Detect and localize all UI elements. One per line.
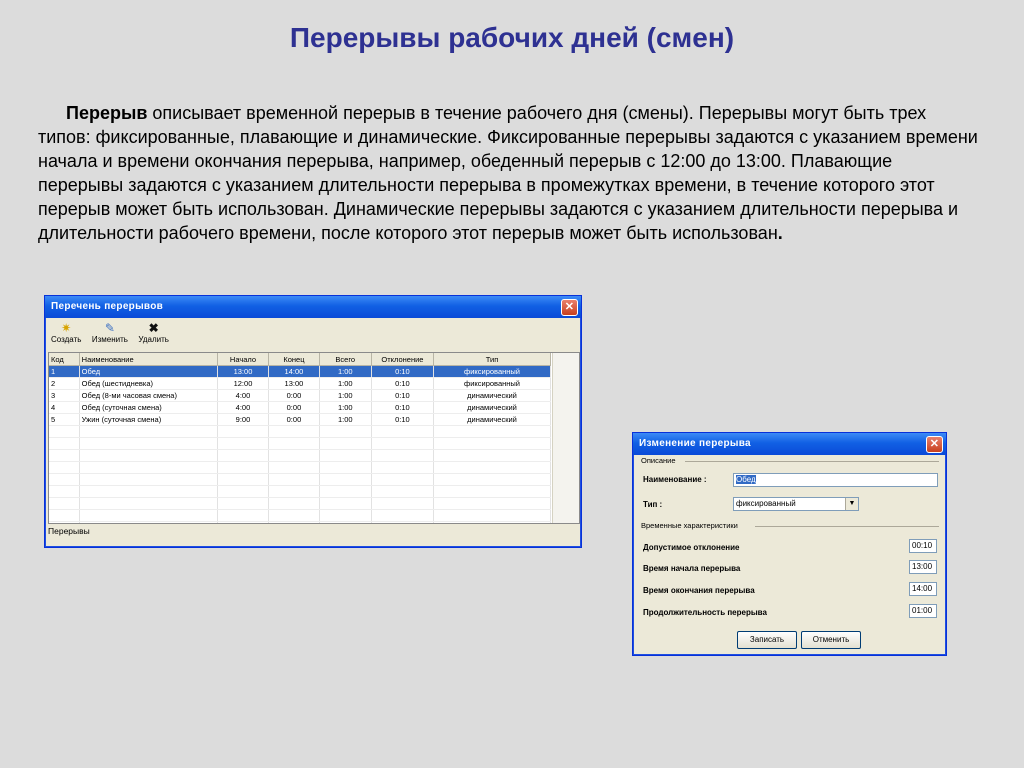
column-header-type[interactable]: Тип — [434, 353, 551, 366]
column-header-end[interactable]: Конец — [269, 353, 320, 366]
column-header-start[interactable]: Начало — [217, 353, 268, 366]
delete-icon: ✖ — [148, 321, 159, 335]
cell-deviation: 0:10 — [371, 402, 433, 414]
end-time-label: Время окончания перерыва — [643, 586, 755, 595]
chevron-down-icon[interactable]: ▼ — [845, 498, 858, 510]
column-header-code[interactable]: Код — [49, 353, 79, 366]
cell-total: 1:00 — [319, 390, 371, 402]
cell-start: 13:00 — [217, 366, 268, 378]
empty-row — [49, 474, 551, 486]
cell-total: 1:00 — [319, 378, 371, 390]
cell-total: 1:00 — [319, 414, 371, 426]
cell-name: Обед — [79, 366, 217, 378]
cell-end: 0:00 — [269, 414, 320, 426]
cancel-button[interactable]: Отменить — [801, 631, 861, 649]
table-row[interactable] — [49, 378, 551, 390]
cell-type: динамический — [434, 390, 551, 402]
create-icon: ✷ — [61, 321, 72, 335]
create-button[interactable] — [51, 321, 81, 344]
type-label: Тип : — [643, 500, 663, 509]
cell-code: 2 — [49, 378, 79, 390]
cell-type: динамический — [434, 414, 551, 426]
empty-row — [49, 462, 551, 474]
table-row[interactable] — [49, 390, 551, 402]
empty-row — [49, 426, 551, 438]
start-time-label: Время начала перерыва — [643, 564, 741, 573]
duration-label: Продолжительность перерыва — [643, 608, 767, 617]
cell-code: 1 — [49, 366, 79, 378]
empty-row — [49, 438, 551, 450]
edit-label: Изменить — [91, 335, 128, 344]
cell-deviation: 0:10 — [371, 390, 433, 402]
description-group-line — [685, 461, 939, 462]
paragraph-bold-term: Перерыв — [66, 103, 148, 123]
cell-end: 13:00 — [269, 378, 320, 390]
empty-row — [49, 522, 551, 525]
name-field-value: Обед — [736, 475, 756, 484]
cell-code: 3 — [49, 390, 79, 402]
cell-end: 0:00 — [269, 402, 320, 414]
time-group-line — [755, 526, 939, 527]
empty-row — [49, 498, 551, 510]
type-select[interactable] — [733, 497, 859, 511]
status-bar: Перерывы — [48, 526, 90, 536]
cell-code: 5 — [49, 414, 79, 426]
grid-scroll-area[interactable] — [552, 353, 579, 523]
column-header-deviation[interactable]: Отклонение — [371, 353, 433, 366]
duration-field[interactable]: 01:00 — [909, 604, 937, 618]
edit-dialog-titlebar[interactable] — [633, 433, 946, 455]
deviation-label: Допустимое отклонение — [643, 543, 740, 552]
list-toolbar — [45, 318, 581, 350]
name-label: Наименование : — [643, 475, 707, 484]
cell-type: динамический — [434, 402, 551, 414]
save-button[interactable]: Записать — [737, 631, 797, 649]
list-window-title: Перечень перерывов — [51, 301, 164, 312]
breaks-table — [49, 353, 551, 524]
column-header-total[interactable]: Всего — [319, 353, 371, 366]
delete-label: Удалить — [138, 335, 169, 344]
list-window-titlebar[interactable] — [45, 296, 581, 318]
cell-deviation: 0:10 — [371, 378, 433, 390]
empty-row — [49, 486, 551, 498]
cell-total: 1:00 — [319, 402, 371, 414]
end-time-field[interactable]: 14:00 — [909, 582, 937, 596]
description-group-label: Описание — [641, 456, 676, 465]
edit-dialog-close-button[interactable]: ✕ — [926, 436, 943, 453]
delete-button[interactable] — [138, 321, 169, 344]
start-time-field[interactable]: 13:00 — [909, 560, 937, 574]
empty-row — [49, 450, 551, 462]
table-row[interactable] — [49, 366, 551, 378]
slide-paragraph — [38, 101, 978, 245]
cell-deviation: 0:10 — [371, 414, 433, 426]
column-header-name[interactable]: Наименование — [79, 353, 217, 366]
edit-button[interactable] — [92, 321, 128, 344]
cell-name: Обед (суточная смена) — [79, 402, 217, 414]
cell-code: 4 — [49, 402, 79, 414]
edit-break-dialog — [632, 432, 947, 656]
list-window-close-button[interactable]: ✕ — [561, 299, 578, 316]
cell-name: Обед (8-ми часовая смена) — [79, 390, 217, 402]
cell-start: 12:00 — [217, 378, 268, 390]
cell-end: 14:00 — [269, 366, 320, 378]
cell-start: 4:00 — [217, 402, 268, 414]
paragraph-end: . — [777, 223, 783, 243]
empty-row — [49, 510, 551, 522]
edit-icon: ✎ — [104, 321, 115, 335]
time-group-label: Временные характеристики — [641, 521, 738, 530]
name-field[interactable] — [733, 473, 938, 487]
cell-name: Обед (шестидневка) — [79, 378, 217, 390]
edit-dialog-title: Изменение перерыва — [639, 438, 751, 449]
breaks-list-window — [44, 295, 582, 548]
cell-deviation: 0:10 — [371, 366, 433, 378]
table-row[interactable] — [49, 402, 551, 414]
paragraph-body: описывает временной перерыв в течение рабочего дня (смены). Перерывы могут быть трех типов: фиксированные, плавающие и динамические. Фиксированные перерывы задаются с указанием времени начала и времени окончания перерыва, например, обеденный перерыв с 12:00 до 13:00. Плавающие перерывы задаются с указанием длительности перерыва в промежутках времени, в течение которого этот перерыв может быть использован. Динамические перерывы задаются с указанием длительности перерыва и длительности рабочего времени, после которого этот перерыв может быть использован — [38, 103, 978, 243]
cell-end: 0:00 — [269, 390, 320, 402]
slide-title: Перерывы рабочих дней (смен) — [289, 22, 735, 53]
deviation-field[interactable]: 00:10 — [909, 539, 937, 553]
table-row[interactable] — [49, 414, 551, 426]
table-header-row — [49, 353, 551, 366]
create-label: Создать — [51, 335, 82, 344]
cell-start: 9:00 — [217, 414, 268, 426]
cell-type: фиксированный — [434, 378, 551, 390]
cell-start: 4:00 — [217, 390, 268, 402]
cell-type: фиксированный — [434, 366, 551, 378]
breaks-grid[interactable] — [48, 352, 580, 524]
type-select-value: фиксированный — [736, 499, 796, 508]
cell-total: 1:00 — [319, 366, 371, 378]
cell-name: Ужин (суточная смена) — [79, 414, 217, 426]
